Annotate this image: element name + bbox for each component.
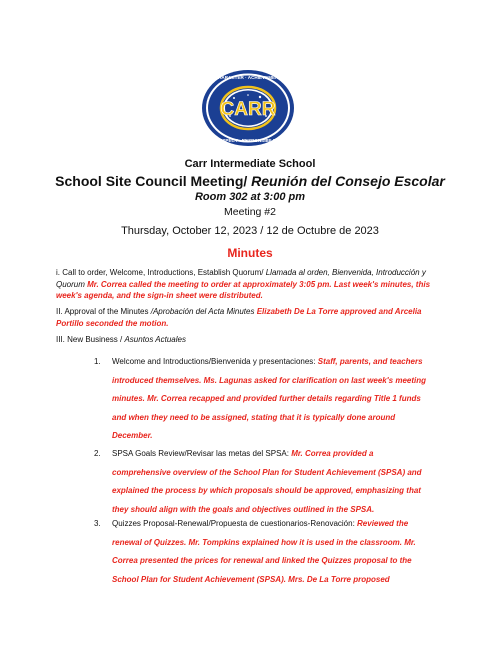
- list-item: [94, 515, 432, 589]
- approval-label-es: /Aprobación del Acta Minutes: [150, 307, 257, 316]
- item-number: 3.: [94, 519, 101, 528]
- item-number: 1.: [94, 357, 101, 366]
- approval-label: II. Approval of the Minutes: [56, 307, 151, 316]
- list-item: [94, 445, 432, 519]
- minutes-heading: Minutes: [227, 246, 273, 260]
- section-call-to-order: [56, 267, 448, 302]
- item-label: SPSA Goals Review/Revisar las metas del SPSA:: [112, 449, 292, 458]
- carr-seal-graphic: [200, 68, 296, 148]
- meeting-room: Room 302 at 3:00 pm: [194, 191, 306, 203]
- call-to-order-label: i. Call to order, Welcome, Introductions, Establish Quorum/: [56, 268, 266, 277]
- item-label: Welcome and Introductions/Bienvenida y presentaciones:: [112, 357, 318, 366]
- school-name: Carr Intermediate School: [184, 158, 316, 170]
- item-note: Reviewed the renewal of Quizzes. Mr. Tompkins explained how it is used in the classroom. Mr. Correa presented the prices for renewal and linked the Quizzes proposal to the School Plan for Student Achievement (SPSA). Mrs. De La Torre proposed: [112, 519, 416, 584]
- item-label: Quizzes Proposal-Renewal/Propuesta de cuestionarios-Renovación:: [112, 519, 358, 528]
- carr-logo: [200, 68, 296, 148]
- new-business-label: III. New Business /: [56, 335, 125, 344]
- item-number: 2.: [94, 449, 101, 458]
- section-approval: [56, 306, 448, 329]
- approval-note: Elizabeth De La Torre approved and Arcelia Portillo seconded the motion.: [56, 307, 422, 328]
- new-business-label-es: Asuntos Actuales: [124, 335, 186, 344]
- svg-text:RESPECT · RESPONSIBILITY: RESPECT · RESPONSIBILITY: [215, 138, 281, 143]
- meeting-title: [0, 173, 500, 189]
- svg-text:CHARACTER · ACHIEVEMENT: CHARACTER · ACHIEVEMENT: [214, 75, 282, 80]
- list-item: [94, 353, 432, 446]
- call-to-order-note: Mr. Correa called the meeting to order at approximately 3:05 pm. Last week's minutes, this week's agenda, and the sign-in sheet were distributed.: [56, 279, 431, 300]
- svg-text:CARR: CARR: [220, 99, 276, 120]
- section-new-business: [56, 334, 448, 346]
- meeting-date: Thursday, October 12, 2023 / 12 de Octubre de 2023: [121, 225, 379, 237]
- item-note: Staff, parents, and teachers introduced themselves. Ms. Lagunas asked for clarification on last week's meeting minutes. Mr. Correa recapped and provided further details regarding Title 1 funds and when they need to be assigned, stating that it is typically done around December.: [112, 357, 426, 440]
- call-to-order-label-es: Llamada al orden, Bienvenida, Introducción y Quorum: [56, 268, 426, 289]
- meeting-title-en: School Site Council Meeting/: [55, 173, 252, 189]
- item-note: Mr. Correa provided a comprehensive overview of the School Plan for Student Achievement (SPSA) and explained the process by which proposals should be approved, emphasizing that they should align with the goals and objectives outlined in the SPSA.: [112, 449, 422, 514]
- meeting-title-es: Reunión del Consejo Escolar: [251, 173, 445, 189]
- meeting-number: Meeting #2: [224, 206, 276, 218]
